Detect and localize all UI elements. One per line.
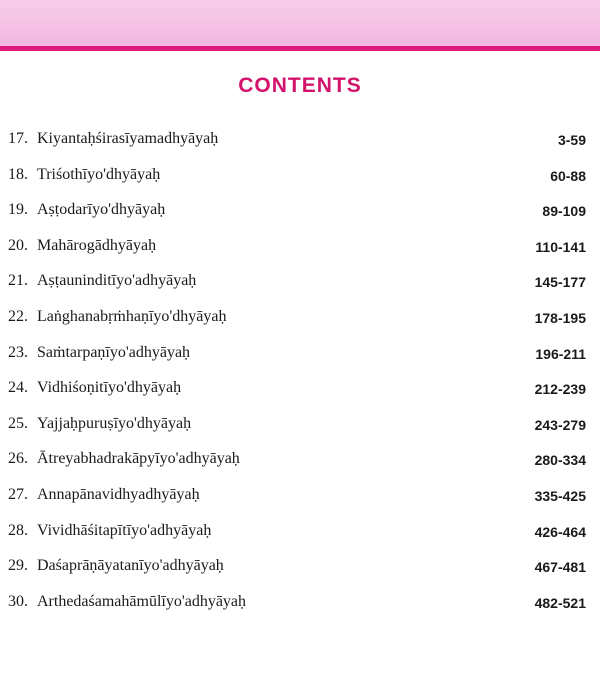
chapter-number: 18. bbox=[8, 165, 28, 183]
chapter-title: Aṣṭauninditīyo'adhyāyaḥ bbox=[37, 272, 197, 290]
chapter-title: Vidhiśoṇitīyo'dhyāyaḥ bbox=[37, 379, 182, 397]
page-range: 60-88 bbox=[550, 167, 586, 184]
page-range: 89-109 bbox=[542, 203, 586, 220]
toc-row bbox=[0, 409, 600, 445]
page-range: 467-481 bbox=[534, 559, 586, 576]
chapter-number: 27. bbox=[8, 485, 28, 503]
chapter-number: 29. bbox=[8, 557, 28, 575]
chapter-number: 17. bbox=[8, 130, 28, 147]
chapter-number: 24. bbox=[8, 379, 28, 397]
chapter-number: 21. bbox=[8, 272, 28, 290]
toc-row bbox=[0, 338, 600, 374]
toc-row bbox=[0, 551, 600, 587]
chapter-title: Annapānavidhyadhyāyaḥ bbox=[37, 485, 200, 503]
toc-row bbox=[0, 373, 600, 409]
chapter-title: Triśothīyo'dhyāyaḥ bbox=[37, 165, 161, 183]
page-range: 280-334 bbox=[534, 452, 586, 469]
chapter-title: Vividhāśitapītīyo'adhyāyaḥ bbox=[37, 521, 212, 539]
chapter-number: 28. bbox=[8, 521, 28, 539]
page-range: 3-59 bbox=[557, 132, 586, 148]
toc-row bbox=[0, 480, 600, 516]
chapter-title: Laṅghanabṛṁhaṇīyo'dhyāyaḥ bbox=[37, 307, 227, 325]
chapter-number: 26. bbox=[8, 450, 28, 468]
page-range: 110-141 bbox=[535, 238, 586, 255]
chapter-title: Aṣṭodarīyo'dhyāyaḥ bbox=[37, 201, 166, 219]
chapter-number: 20. bbox=[8, 236, 28, 254]
page-range: 243-279 bbox=[534, 416, 586, 433]
toc-row bbox=[0, 195, 600, 231]
toc-row bbox=[0, 302, 600, 338]
chapter-title: Daśaprāṇāyatanīyo'adhyāyaḥ bbox=[37, 557, 224, 575]
toc-row bbox=[0, 516, 600, 552]
table-of-contents bbox=[0, 124, 600, 622]
chapter-title: Kiyantaḥśirasīyamadhyāyaḥ bbox=[37, 130, 219, 147]
page-range: 335-425 bbox=[534, 487, 586, 504]
page-range: 196-211 bbox=[535, 345, 586, 362]
page-range: 178-195 bbox=[534, 309, 586, 326]
chapter-number: 25. bbox=[8, 414, 28, 432]
page-range: 212-239 bbox=[534, 381, 586, 398]
toc-row bbox=[0, 231, 600, 267]
chapter-title: Ātreyabhadrakāpyīyo'adhyāyaḥ bbox=[37, 450, 240, 468]
chapter-number: 22. bbox=[8, 307, 28, 325]
chapter-number: 30. bbox=[8, 592, 28, 610]
toc-row bbox=[0, 266, 600, 302]
page-range: 145-177 bbox=[534, 274, 586, 291]
header-divider bbox=[0, 46, 600, 51]
page-range: 482-521 bbox=[534, 594, 586, 611]
chapter-number: 19. bbox=[8, 201, 28, 219]
toc-row bbox=[0, 124, 600, 160]
toc-row bbox=[0, 160, 600, 196]
header-band bbox=[0, 0, 600, 46]
page-title: CONTENTS bbox=[238, 74, 362, 97]
chapter-title: Yajjaḥpuruṣīyo'dhyāyaḥ bbox=[37, 414, 192, 432]
chapter-title: Mahārogādhyāyaḥ bbox=[37, 236, 157, 254]
chapter-title: Arthedaśamahāmūlīyo'adhyāyaḥ bbox=[37, 592, 247, 610]
toc-row bbox=[0, 587, 600, 623]
chapter-number: 23. bbox=[8, 343, 28, 361]
chapter-title: Saṁtarpaṇīyo'adhyāyaḥ bbox=[37, 343, 191, 361]
page-range: 426-464 bbox=[534, 523, 586, 540]
toc-row bbox=[0, 444, 600, 480]
